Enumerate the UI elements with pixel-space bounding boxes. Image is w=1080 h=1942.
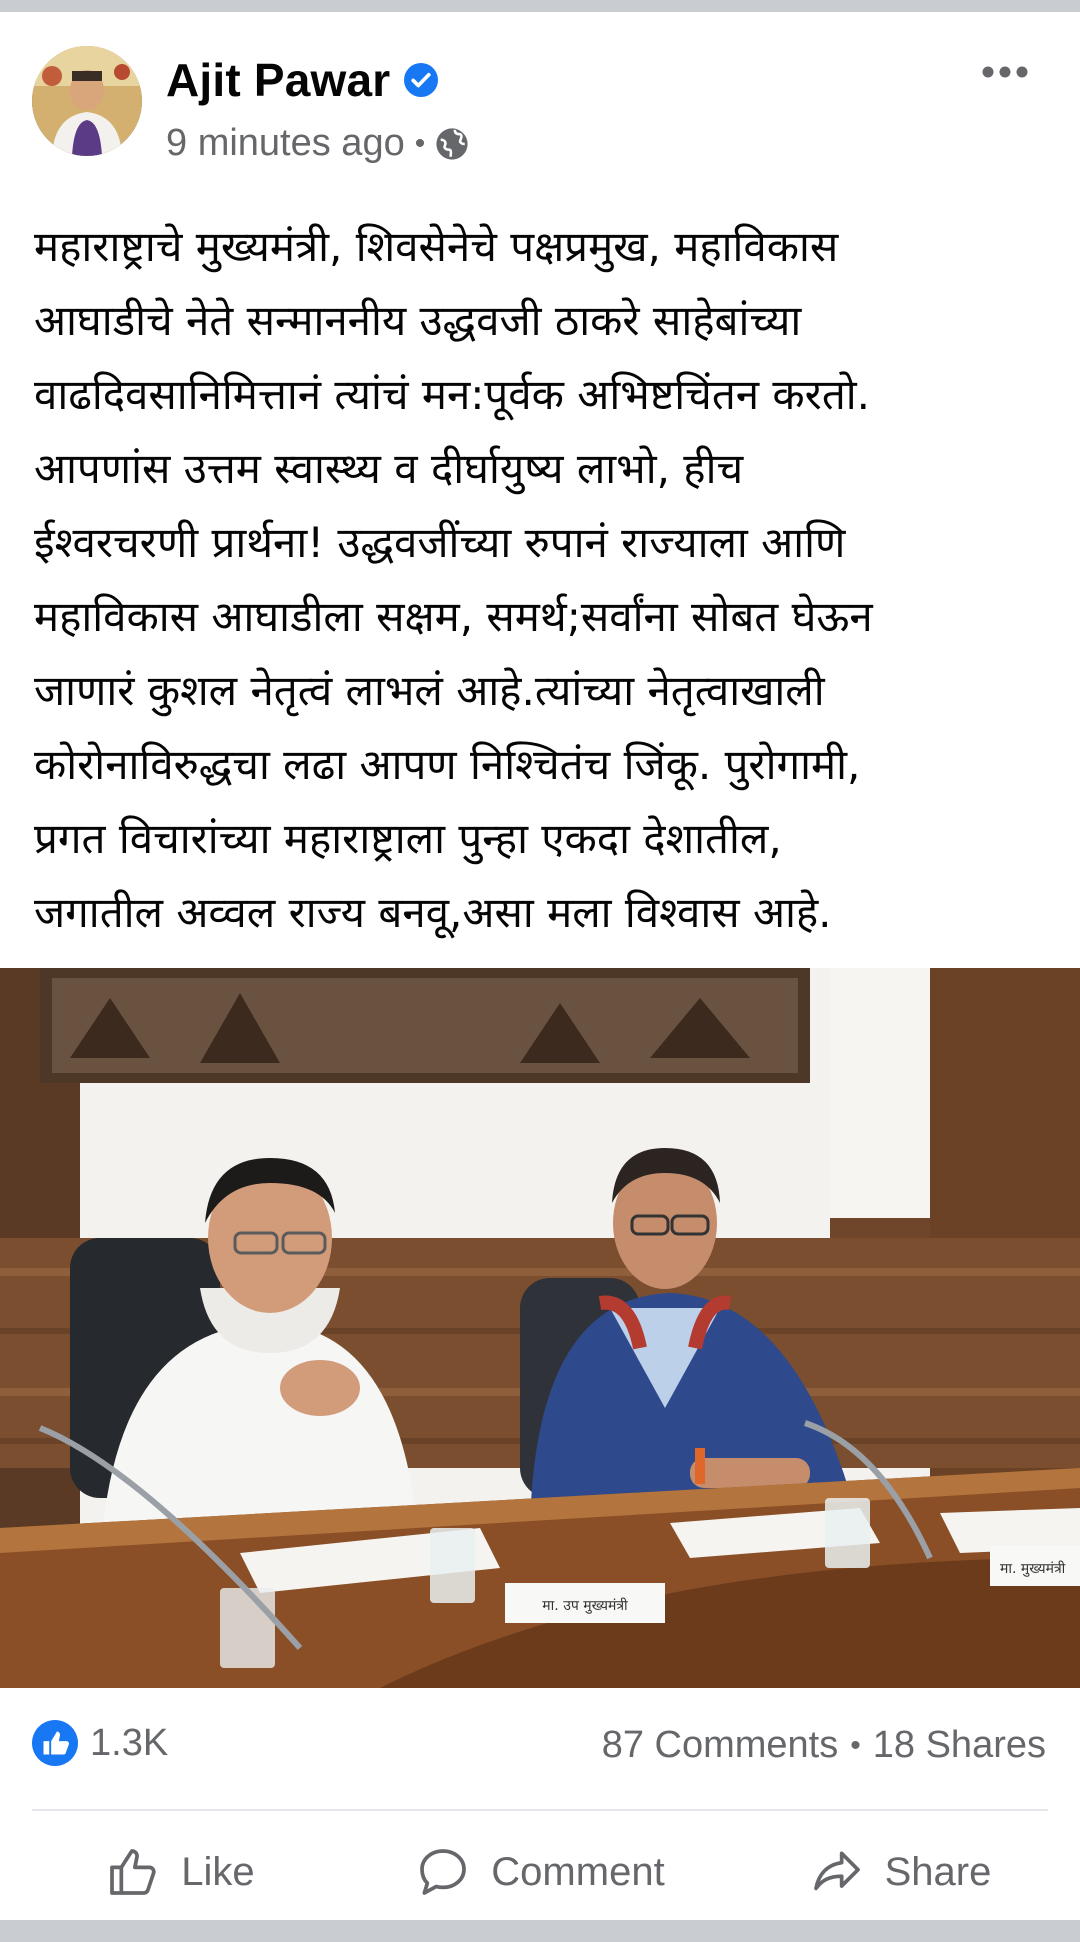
like-reaction-icon [32, 1720, 78, 1766]
thumbs-up-icon [105, 1844, 161, 1900]
post-actions [0, 1812, 1080, 1932]
share-button[interactable] [720, 1812, 1080, 1932]
shares-count[interactable]: 18 Shares [872, 1724, 1046, 1766]
comment-bubble-icon [415, 1844, 471, 1900]
stats-separator: • [850, 1728, 861, 1762]
comments-count[interactable]: 87 Comments [601, 1724, 839, 1766]
reaction-summary[interactable] [32, 1720, 168, 1766]
author-name[interactable]: Ajit Pawar [166, 54, 391, 106]
share-button-label: Share [884, 1849, 992, 1894]
meeting-photo [0, 968, 1080, 1688]
author-avatar[interactable] [32, 46, 142, 156]
left-nameplate: मा. उप मुख्यमंत्री [542, 1598, 628, 1614]
engagement-stats [602, 1724, 1046, 1767]
more-options-icon[interactable] [980, 62, 1030, 82]
share-arrow-icon [809, 1844, 865, 1900]
author-row [166, 50, 438, 110]
comment-button-label: Comment [491, 1849, 665, 1894]
like-button[interactable] [0, 1812, 360, 1932]
post-message: महाराष्ट्राचे मुख्यमंत्री, शिवसेनेचे पक्षप्रमुख, महाविकास आघाडीचे नेते सन्माननीय उद्धवजी ठाकरे साहेबांच्या वाढदिवसानिमित्तानं त्यांचं मन:पूर्वक अभिष्टचिंतन करतो. आपणांस उत्तम स्वास्थ्य व दीर्घायुष्य लाभो, हीच ईश्वरचरणी प्रार्थना! उद्धवजींच्या रुपानं राज्याला आणि महाविकास आघाडीला सक्षम, समर्थ;सर्वांना सोबत घेऊन जाणारं कुशल नेतृत्वं लाभलं आहे.त्यांच्या नेतृत्वाखाली कोरोनाविरुद्धचा लढा आपण निश्चितंच जिंकू. पुरोगामी, प्रगत विचारांच्या महाराष्ट्राला पुन्हा एकदा देशातील, जगातील अव्वल राज्य बनवू,असा मला विश्वास आहे. [34, 222, 873, 937]
actions-divider [32, 1809, 1048, 1811]
post-card [0, 12, 1080, 1920]
globe-icon[interactable] [435, 127, 469, 161]
avatar-image [32, 46, 142, 156]
like-count: 1.3K [90, 1721, 169, 1764]
meta-separator: • [414, 126, 426, 160]
post-meta [166, 122, 469, 165]
like-button-label: Like [181, 1849, 255, 1894]
comment-button[interactable] [360, 1812, 720, 1932]
post-timestamp[interactable]: 9 minutes ago [166, 122, 405, 164]
right-nameplate: मा. मुख्यमंत्री [1000, 1561, 1066, 1577]
post-photo[interactable] [0, 968, 1080, 1688]
verified-badge-icon [404, 63, 438, 97]
